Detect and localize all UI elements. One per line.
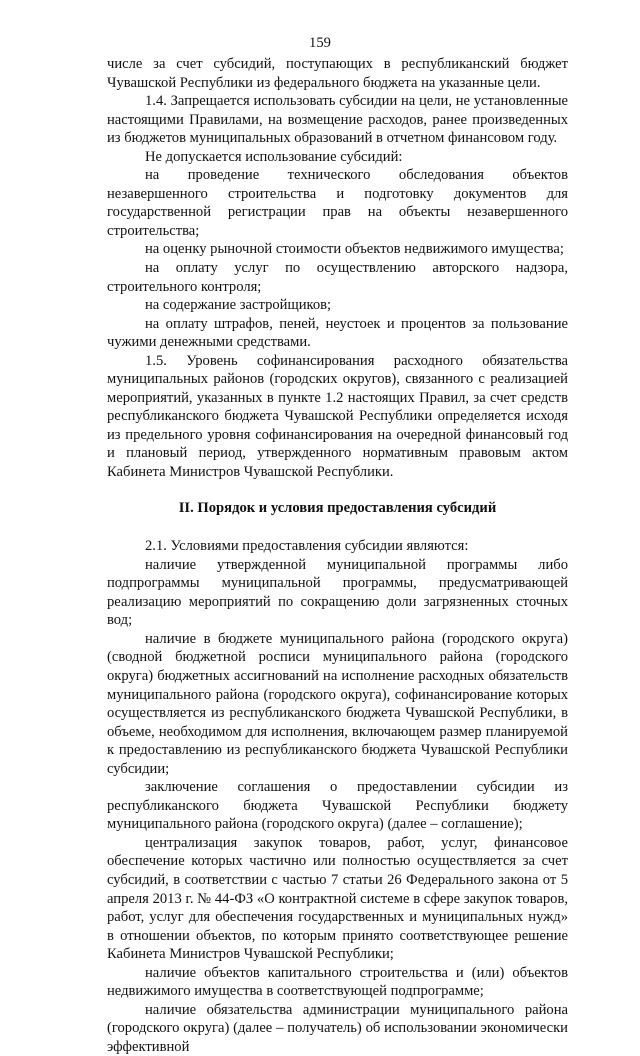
paragraph-continuation: числе за счет субсидий, поступающих в республиканский бюджет Чувашской Республики из федерального бюджета на указанные цели. [107, 56, 568, 91]
paragraph-condition: наличие объектов капитального строительства и (или) объектов недвижимого имущества в соответствующей подпрограмме; [107, 964, 568, 1000]
paragraph-list-item: на оценку рыночной стоимости объектов недвижимого имущества; [145, 241, 564, 258]
paragraph-condition: заключение соглашения о предоставлении субсидии из республиканского бюджета Чувашской Республики бюджету муниципального района (городского округа) (далее – соглашение); [107, 779, 568, 833]
paragraph-1-5: 1.5. Уровень софинансирования расходного обязательства муниципальных районов (городских округов), связанного с реализацией мероприятий, указанных в пункте 1.2 настоящих Правил, за счет средств республиканского бюджета Чувашской Республики определяется исходя из предельного уровня софинансирования на очередной финансовый год и плановый период, утвержденного нормативным правовым актом Кабинета Министров Чувашской Республики. [107, 352, 568, 481]
paragraph-condition: централизация закупок товаров, работ, услуг, финансовое обеспечение которых частично или полностью осуществляется за счет субсидий, в соответствии с частью 7 статьи 26 Федерального закона от 5 апреля 2013 г. № 44-ФЗ «О контрактной системе в сфере закупок товаров, работ, услуг для обеспечения государственных и муниципальных нужд» в отношении объектов, по которым принято соответствующее решение Кабинета Министров Чувашской Республики; [107, 834, 568, 963]
paragraph-list-item: на проведение технического обследования объектов незавершенного строительства и подготовку документов для государственной регистрации прав на объекты незавершенного строительства; [107, 167, 568, 239]
paragraph-list-item: на оплату услуг по осуществлению авторского надзора, строительного контроля; [107, 260, 568, 295]
section-heading: II. Порядок и условия предоставления субсидий [178, 499, 497, 516]
paragraph-list-item: на оплату штрафов, пеней, неустоек и процентов за пользование чужими денежными средствами. [107, 315, 568, 351]
paragraph-list-item: на содержание застройщиков; [145, 297, 332, 314]
paragraph-condition: наличие в бюджете муниципального района (городского округа) (сводной бюджетной росписи муниципального района (городского округа) бюджетных ассигнований на исполнение расходных обязательств муниципального района (городского округа), софинансирование которых осуществляется из республиканского бюджета Чувашской Республики, в объеме, необходимом для исполнения, включающем размер планируемой к предоставлению из республиканского бюджета Чувашской Республики субсидии; [107, 630, 568, 777]
paragraph-condition: наличие обязательства администрации муниципального района (городского округа) (далее – получатель) об использовании экономически эффективной [107, 1001, 568, 1055]
paragraph-not-allowed-intro: Не допускается использование субсидий: [145, 148, 403, 165]
document-body [107, 55, 568, 1056]
paragraph-condition: наличие утвержденной муниципальной программы либо подпрограммы муниципальной программы, предусматривающей реализацию мероприятий по сокращению доли загрязненных сточных вод; [107, 556, 568, 629]
paragraph-2-1: 2.1. Условиями предоставления субсидии являются: [145, 538, 469, 555]
page-number: 159 [309, 35, 331, 51]
paragraph-1-4: 1.4. Запрещается использовать субсидии на цели, не установленные настоящими Правилами, на возмещение расходов, ранее произведенных из бюджетов муниципальных образований в отчетном финансовом году. [107, 93, 568, 147]
